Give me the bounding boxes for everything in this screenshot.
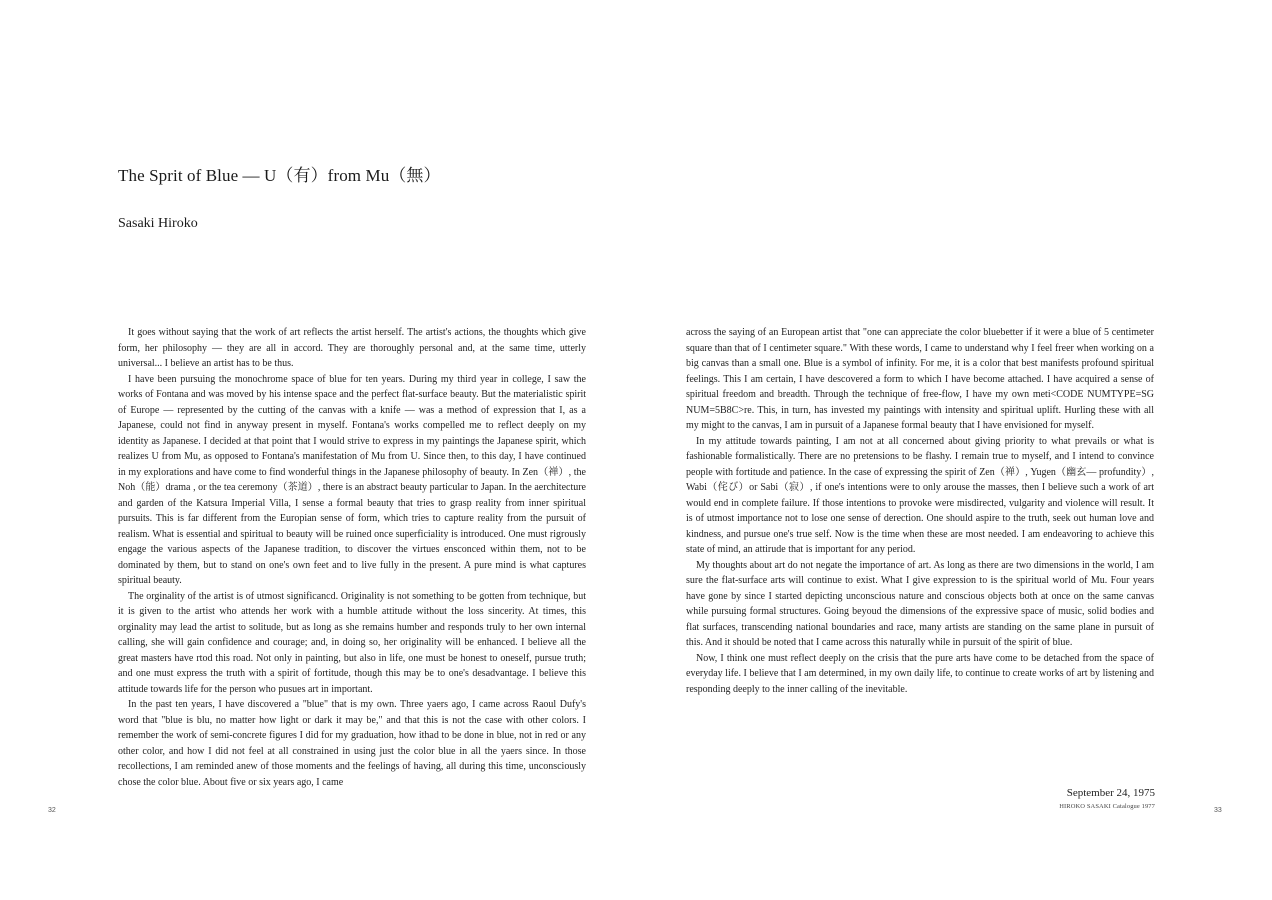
page-number-left: 32 <box>48 807 56 814</box>
paragraph: The orginality of the artist is of utmost significancd. Originality is not something to be gotten from technique, but it is given to the artist who attends her work with a humble attitude without the loss sincerity. At times, this orginality may lead the artist to solitude, but as long as she remains humber and responds truly to her own internal calling, she will gain confidence and courage; and, in doing so, her originality will be enhanced. I believe all the great masters have rtod this road. Not only in painting, but also in life, one must be honest to oneself, pursue truth; and one must express the truth with a spirit of fortitude, though this may be to one's desadvantage. I believe this attitude towards life for the person who pusues art in important. <box>118 590 586 695</box>
paragraph-continuation: across the saying of an European artist that "one can appreciate the color bluebetter if it were a blue of 5 centimeter square than that of I centimeter square." With these words, I came to understand why I feel freer when working on a big canvas than a small one. Blue is a symbol of infinity. For me, it is a color that best manifests profound spiritual feelings. This I am certain, I have descovered a form to which I have become attached. I have acquired a sense of spiritual freedom and breadth. Through the technique of free-flow, I have my own meti<CODE NUMTYPE=SG NUM=5B8C>re. This, in turn, has invested my paintings with intensity and spiritual uplift. Hurling these with all my might to the canvas, I am in pursuit of a Japanese formal beauty that I have envisioned for myself. <box>686 327 1154 431</box>
paragraph: Now, I think one must reflect deeply on the crisis that the pure arts have come to be detached from the space of everyday life. I believe that I am determined, in my own daily life, to continue to create works of art by listening and responding deeply to the inner calling of the inevitable. <box>686 652 1154 695</box>
paragraph: I have been pursuing the monochrome space of blue for ten years. During my third year in college, I saw the works of Fontana and was moved by his intense space and the perfect flat-surface beauty. But the materialistic spirit of Europe — represented by the cutting of the canvas with a knife — was a method of expression that I, as a Japanese, could not find in anyway present in myself. Fontana's works compelled me to reflect deeply on my identity as Japanese. I decided at that point that I would strive to express in my paintings the Japanese spirit, which realizes U from Mu, as opposed to Fontana's manifestation of Mu from U. Since then, to this day, I have continued in my explorations and have come to find wonderful things in the Japanese philosophy of beauty. In Zen（禅）, the Noh（能）drama , or the tea ceremony（茶道）, there is an abstract beauty particular to Japan. In the aerchitecture and garden of the Katsura Imperial Villa, I sense a formal beauty that tries to grasp reality from inner spiritual pursuits. This is far different from the Europian sense of form, which tries to capture reality from the pursuit of realism. What is essential and spiritual to beauty will be ruined once superficiality is introduced. One must rigrously engage the various aspects of the Japanese tradition, to discover the virtues ensconced within them, not to be dominated by them, but to stand on one's own feet and to live fully in the present. A pure mind is what captures spiritual beauty. <box>118 373 586 586</box>
essay-date: September 24, 1975 <box>1066 787 1155 799</box>
paragraph: In the past ten years, I have discovered a "blue" that is my own. Three yaers ago, I came across Raoul Dufy's word that "blue is blu, no matter how light or dark it may be," and that this is not the case with other colors. I remember the work of semi-concrete figures I did for my graduation, how ithad to be done in blue, not in red or any other color, and how I did not feel at all constrained in using just the color blue in all the yaers since. In those recollections, I am reminded anew of those moments and the feelings of having, all during this time, unconsciously chose the color blue. About five or six years ago, I came <box>118 699 586 788</box>
paragraph: My thoughts about art do not negate the importance of art. As long as there are two dimensions in the world, I am sure the flat-surface arts will continue to exist. What I give expression to is the spiritual world of Mu. Four years have gone by since I started depicting unconscious nature and conscious objects both at once on the same canvas while pursuing formal structures. Going beyoud the dimensions of the expressive space of music, solid bodies and flat surfaces, transcending national boundaries and race, many artists are standing on the same plane in pursuit of this. And it should be noted that I came across this naturally while in pursuit of the spirit of blue. <box>686 559 1154 648</box>
paragraph: It goes without saying that the work of art reflects the artist herself. The artist's actions, the thoughts which give form, her philosophy — they are all in accord. They are thoroughly personal and, at the same time, utterly universal... I believe an artist has to be thus. <box>118 327 586 369</box>
paragraph: In my attitude towards painting, I am not at all concerned about giving priority to what prevails or what is fashionable formalistically. There are no pretensions to be flashy. I remain true to myself, and I intend to convince people with fortitude and patience. In the case of expressing the spirit of Zen（禅）, Yugen（幽玄— profundity）, Wabi（侘び）or Sabi（寂）, if one's intentions were to only arouse the masses, then I believe such a work of art would end in complete failure. If those intentions to provoke were misdirected, vulgarity and violence will result. It is of utmost importance not to lose one sense of derection. One should aspire to the truth, seek out human love and kindness, and pursue one's true self. Now is the time when these are most needed. I am endeavoring to achieve this state of mind, an attirude that is important for any period. <box>686 435 1154 555</box>
left-page-body <box>118 325 586 821</box>
right-page-body <box>686 325 1154 697</box>
catalogue-credit: HIROKO SASAKI Catalogue 1977 <box>1059 803 1155 810</box>
article-title: The Sprit of Blue — U（有）from Mu（無） <box>118 166 441 185</box>
author-name: Sasaki Hiroko <box>118 216 198 231</box>
page-number-right: 33 <box>1214 807 1222 814</box>
